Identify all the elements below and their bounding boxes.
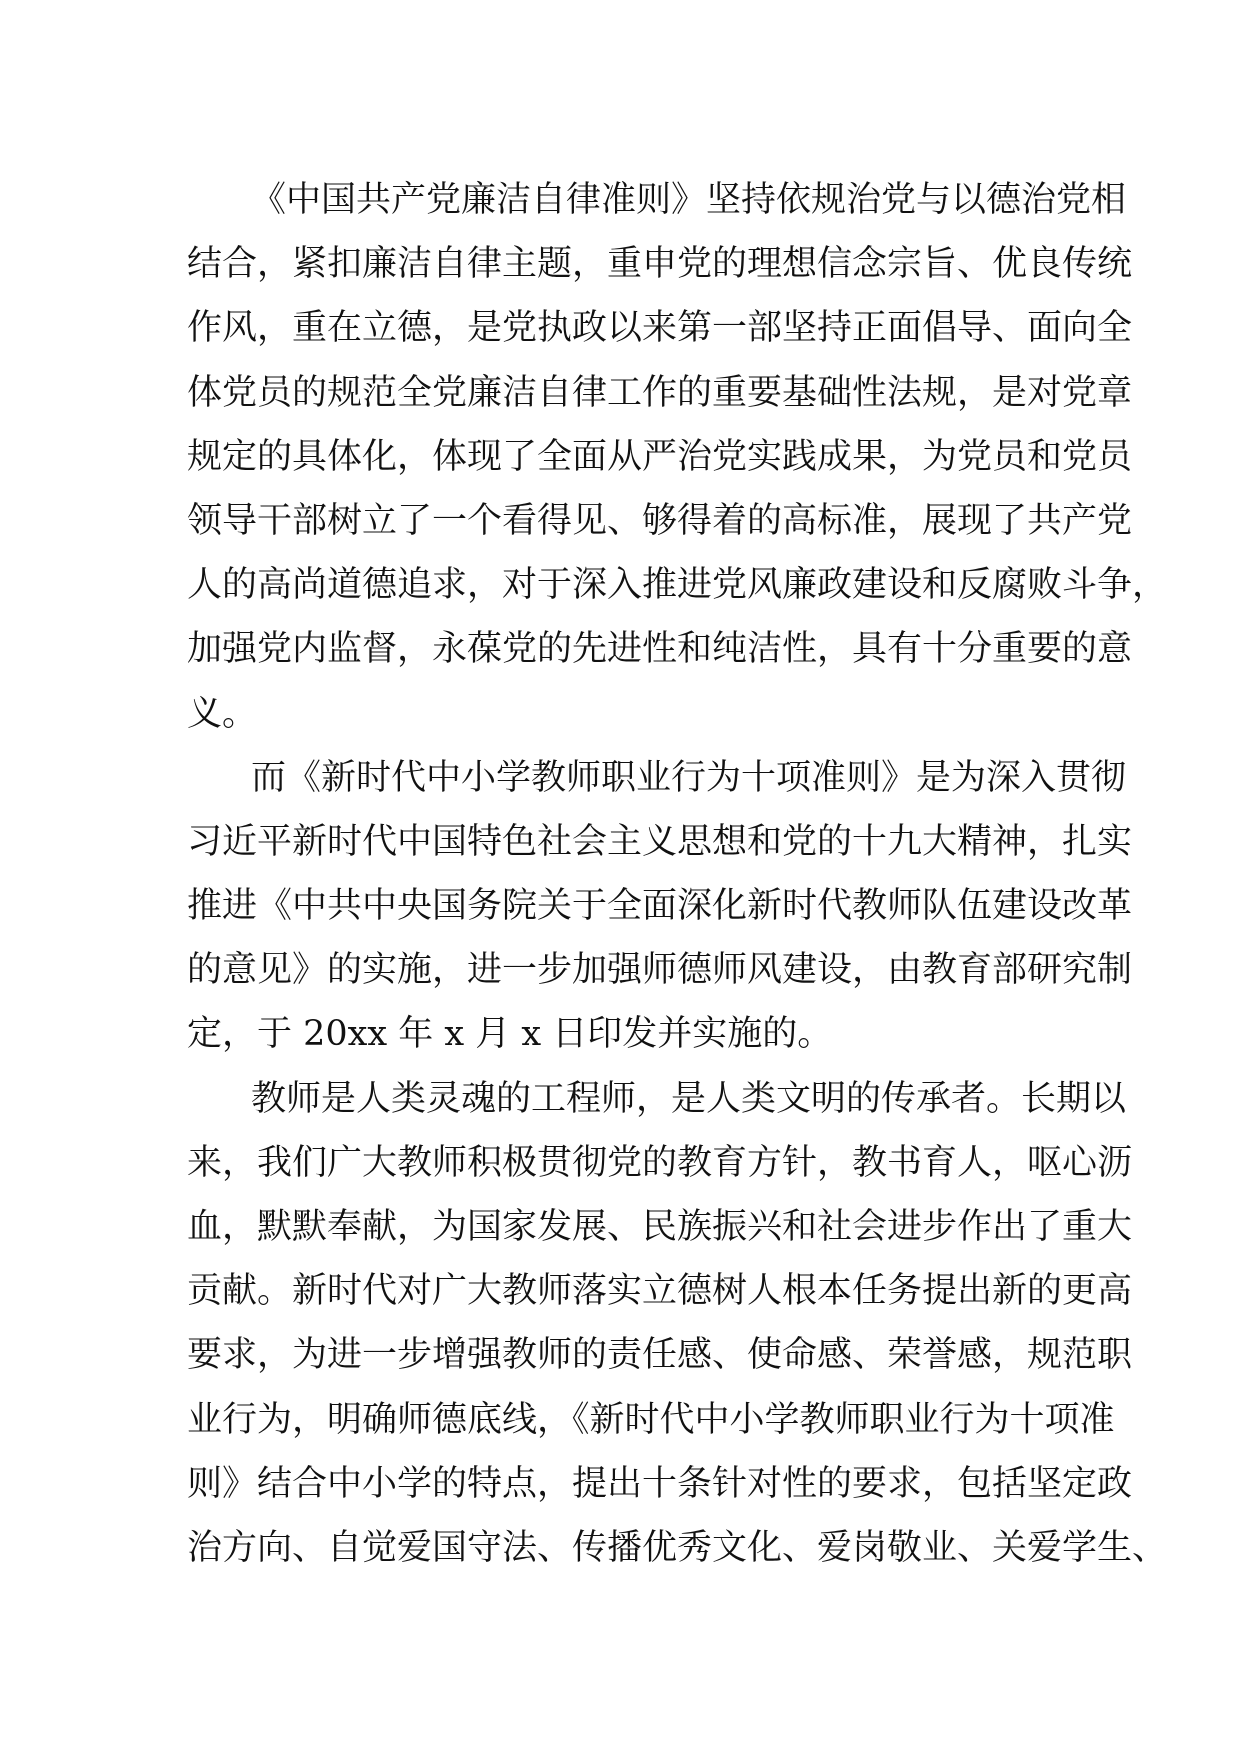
document-body: [187, 168, 1168, 1580]
paragraph-line: 《中国共产党廉洁自律准则》坚持依规治党与以德治党相: [251, 180, 1127, 220]
paragraph-line: 规定的具体化，体现了全面从严治党实践成果，为党员和党员: [187, 436, 1133, 477]
paragraph-1: [187, 168, 1168, 746]
paragraph-line: 定，于 20xx 年 x 月 x 日印发并实施的。: [187, 1014, 833, 1055]
paragraph-line: 领导干部树立了一个看得见、够得着的高标准，展现了共产党: [187, 500, 1133, 541]
paragraph-line: 贡献。新时代对广大教师落实立德树人根本任务提出新的更高: [187, 1271, 1133, 1312]
paragraph-3: [187, 1067, 1168, 1581]
paragraph-line: 习近平新时代中国特色社会主义思想和党的十九大精神，扎实: [187, 821, 1133, 862]
paragraph-line: 推进《中共中央国务院关于全面深化新时代教师队伍建设改革: [187, 886, 1133, 927]
paragraph-line: 要求，为进一步增强教师的责任感、使命感、荣誉感，规范职: [187, 1335, 1133, 1376]
paragraph-line: 结合，紧扣廉洁自律主题，重申党的理想信念宗旨、优良传统: [187, 244, 1133, 285]
paragraph-line: 人的高尚道德追求，对于深入推进党风廉政建设和反腐败斗争，: [187, 565, 1168, 606]
paragraph-line: 治方向、自觉爱国守法、传播优秀文化、爱岗敬业、关爱学生、: [187, 1527, 1168, 1568]
paragraph-line: 的意见》的实施，进一步加强师德师风建设，由教育部研究制: [187, 950, 1133, 991]
paragraph-line: 体党员的规范全党廉洁自律工作的重要基础性法规，是对党章: [187, 372, 1133, 413]
paragraph-line: 血，默默奉献，为国家发展、民族振兴和社会进步作出了重大: [187, 1207, 1133, 1247]
paragraph-line: 义。: [187, 693, 258, 734]
paragraph-2: [187, 746, 1133, 1067]
paragraph-line: 加强党内监督，永葆党的先进性和纯洁性，具有十分重要的意: [187, 629, 1133, 670]
paragraph-line: 业行为，明确师德底线，《新时代中小学教师职业行为十项准: [187, 1399, 1115, 1440]
paragraph-line: 则》结合中小学的特点，提出十条针对性的要求，包括坚定政: [187, 1463, 1133, 1504]
paragraph-line: 作风，重在立德，是党执政以来第一部坚持正面倡导、面向全: [187, 308, 1133, 349]
paragraph-line: 来，我们广大教师积极贯彻党的教育方针，教书育人，呕心沥: [187, 1142, 1133, 1183]
paragraph-line: 教师是人类灵魂的工程师，是人类文明的传承者。长期以: [251, 1078, 1127, 1119]
paragraph-line: 而《新时代中小学教师职业行为十项准则》是为深入贯彻: [251, 757, 1127, 798]
